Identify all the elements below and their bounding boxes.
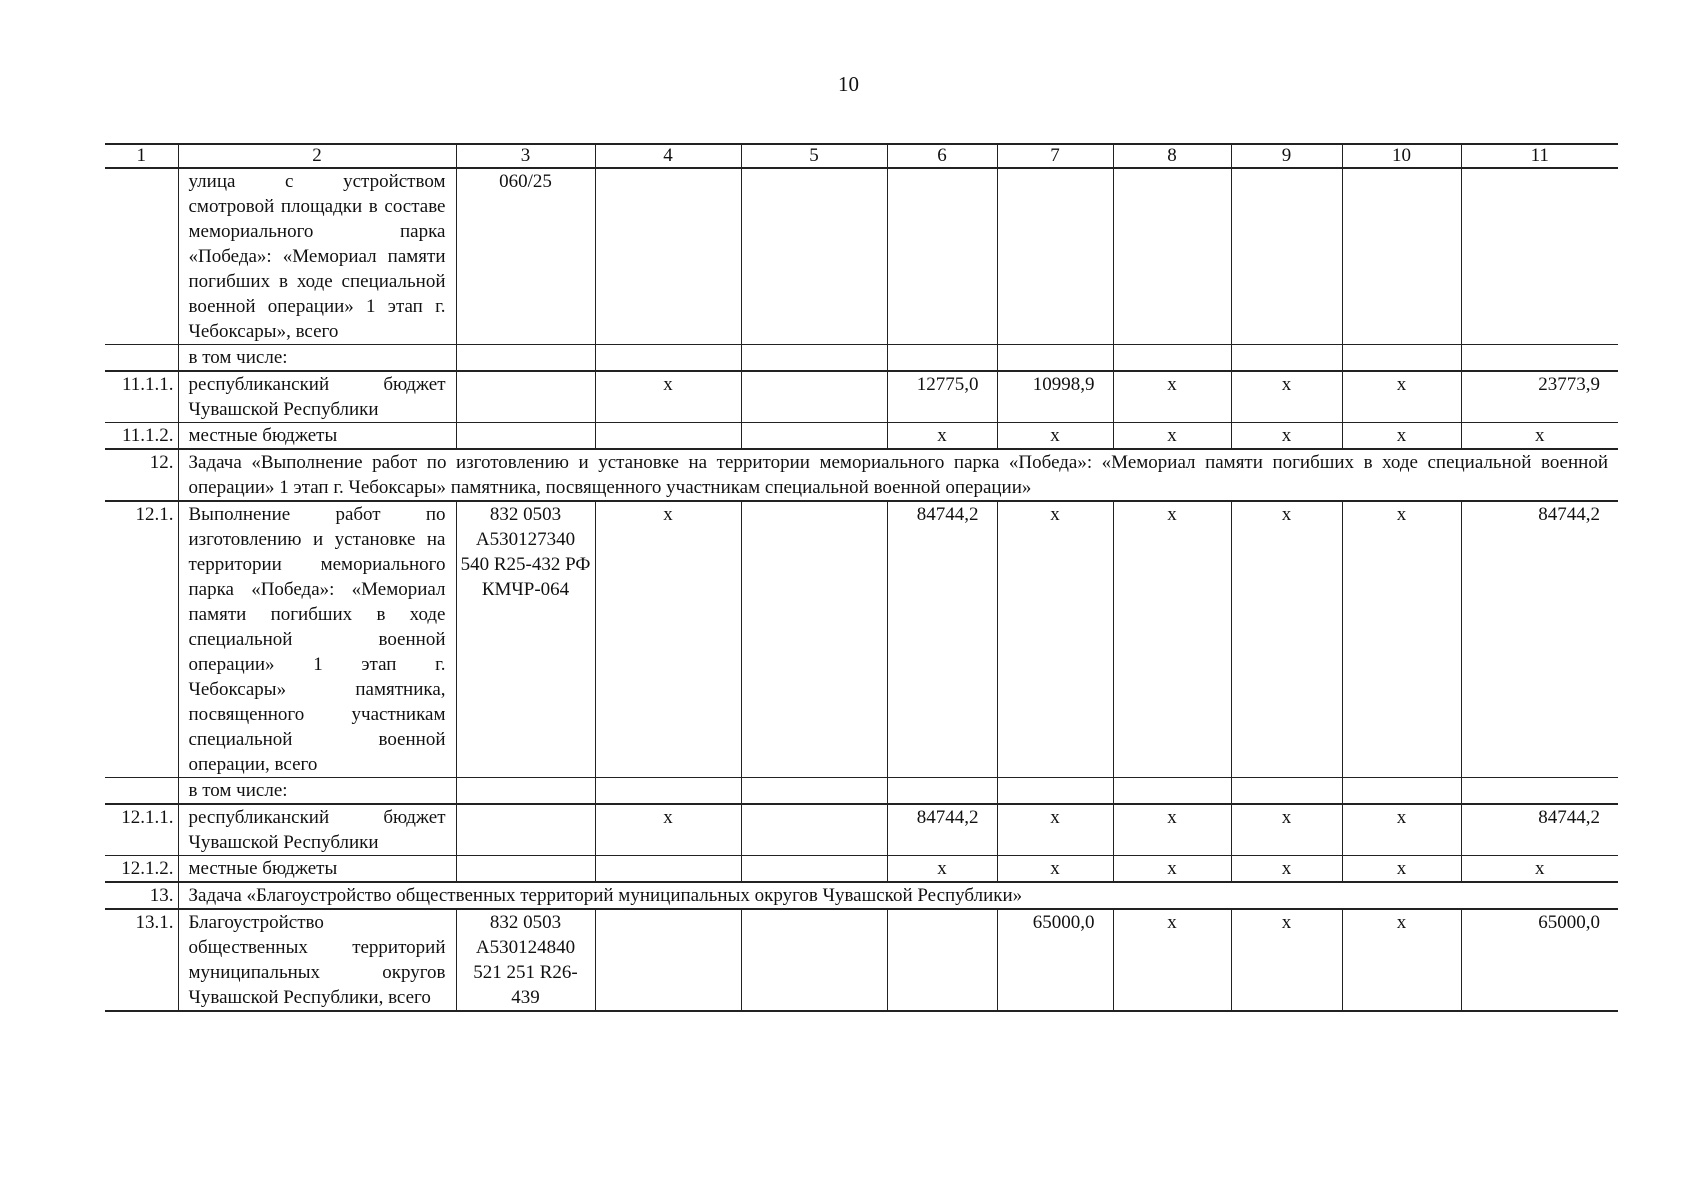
row-description: Благоустройство общественных территорий муниципальных округов Чувашской Республики, всего [178,909,456,1011]
value-cell-col5 [741,909,887,1011]
column-header: 3 [456,144,595,168]
value-cell-col7: 10998,9 [997,371,1113,423]
value-cell-col6 [887,909,997,1011]
value-cell-col8 [1113,778,1231,805]
column-header: 8 [1113,144,1231,168]
value-cell-col4 [595,856,741,883]
value-cell-col11: x [1461,423,1618,450]
value-cell-col6: 12775,0 [887,371,997,423]
value-cell-col4 [595,168,741,345]
value-cell-col10: x [1342,423,1461,450]
budget-code [456,804,595,856]
value-cell-col6 [887,168,997,345]
value-cell-col9 [1231,345,1342,372]
value-cell-col11 [1461,168,1618,345]
value-cell-col7: 65000,0 [997,909,1113,1011]
column-header: 10 [1342,144,1461,168]
value-cell-col4: x [595,501,741,778]
value-cell-col8: x [1113,804,1231,856]
value-cell-col4 [595,778,741,805]
value-cell-col8: x [1113,909,1231,1011]
value-cell-col10: x [1342,501,1461,778]
value-cell-col9: x [1231,804,1342,856]
value-cell-col8: x [1113,856,1231,883]
value-cell-col5 [741,423,887,450]
table-row [105,168,1618,345]
row-number [105,168,178,345]
value-cell-col6 [887,345,997,372]
table-row [105,371,1618,423]
row-number: 12. [105,449,178,501]
value-cell-col7 [997,345,1113,372]
row-description: местные бюджеты [178,423,456,450]
column-header: 11 [1461,144,1618,168]
value-cell-col9: x [1231,371,1342,423]
value-cell-col9 [1231,168,1342,345]
budget-code: 832 0503 А530127340 540 R25-432 РФ КМЧР-064 [456,501,595,778]
row-description: улица с устройством смотровой площадки в составе мемориального парка «Победа»: «Мемориал памяти погибших в ходе специальной военной операции» 1 этап г. Чебоксары», всего [178,168,456,345]
value-cell-col8: x [1113,501,1231,778]
column-header: 9 [1231,144,1342,168]
value-cell-col9: x [1231,856,1342,883]
row-number: 12.1. [105,501,178,778]
row-number: 13.1. [105,909,178,1011]
value-cell-col7: x [997,856,1113,883]
value-cell-col6: x [887,856,997,883]
budget-code: 832 0503 А530124840 521 251 R26-439 [456,909,595,1011]
column-header: 1 [105,144,178,168]
row-description: республиканский бюджет Чувашской Республики [178,804,456,856]
column-header: 6 [887,144,997,168]
task-row [105,449,1618,501]
value-cell-col9: x [1231,501,1342,778]
value-cell-col5 [741,168,887,345]
row-number [105,345,178,372]
row-number: 13. [105,882,178,909]
value-cell-col10 [1342,168,1461,345]
value-cell-col10: x [1342,909,1461,1011]
value-cell-col5 [741,371,887,423]
value-cell-col9: x [1231,423,1342,450]
column-header: 7 [997,144,1113,168]
budget-code: 060/25 [456,168,595,345]
value-cell-col8 [1113,168,1231,345]
value-cell-col9 [1231,778,1342,805]
budget-code [456,371,595,423]
value-cell-col10: x [1342,371,1461,423]
row-number: 11.1.1. [105,371,178,423]
budget-table [105,143,1618,1012]
value-cell-col11: 84744,2 [1461,501,1618,778]
table-row [105,778,1618,805]
header-row [105,144,1618,168]
value-cell-col6 [887,778,997,805]
budget-code [456,778,595,805]
value-cell-col4 [595,423,741,450]
task-row [105,882,1618,909]
value-cell-col5 [741,778,887,805]
row-description: в том числе: [178,345,456,372]
value-cell-col4 [595,345,741,372]
value-cell-col6: 84744,2 [887,804,997,856]
value-cell-col10 [1342,345,1461,372]
column-header: 4 [595,144,741,168]
value-cell-col7 [997,168,1113,345]
value-cell-col7: x [997,423,1113,450]
value-cell-col11: x [1461,856,1618,883]
table-row [105,423,1618,450]
task-description: Задача «Выполнение работ по изготовлению и установке на территории мемориального парка «Победа»: «Мемориал памяти погибших в ходе специальной военной операции» 1 этап г. Чебоксары» памятника, посвященного участникам специальной военной операции» [178,449,1618,501]
value-cell-col10: x [1342,856,1461,883]
row-number: 12.1.1. [105,804,178,856]
value-cell-col6: 84744,2 [887,501,997,778]
table-row [105,856,1618,883]
value-cell-col10: x [1342,804,1461,856]
table-row [105,501,1618,778]
row-description: республиканский бюджет Чувашской Республики [178,371,456,423]
column-header: 2 [178,144,456,168]
row-number: 12.1.2. [105,856,178,883]
row-description: Выполнение работ по изготовлению и установке на территории мемориального парка «Победа»: «Мемориал памяти погибших в ходе специальной военной операции» 1 этап г. Чебоксары» памятника, посвященного участникам специальной военной операции, всего [178,501,456,778]
value-cell-col11: 84744,2 [1461,804,1618,856]
value-cell-col5 [741,856,887,883]
value-cell-col8: x [1113,423,1231,450]
table-row [105,909,1618,1011]
value-cell-col7 [997,778,1113,805]
task-description: Задача «Благоустройство общественных территорий муниципальных округов Чувашской Республики» [178,882,1618,909]
budget-code [456,345,595,372]
value-cell-col11: 65000,0 [1461,909,1618,1011]
row-description: местные бюджеты [178,856,456,883]
value-cell-col8 [1113,345,1231,372]
row-description: в том числе: [178,778,456,805]
table-row [105,804,1618,856]
budget-code [456,856,595,883]
value-cell-col7: x [997,501,1113,778]
value-cell-col11 [1461,778,1618,805]
value-cell-col5 [741,804,887,856]
page-number: 10 [838,72,859,96]
value-cell-col11: 23773,9 [1461,371,1618,423]
value-cell-col7: x [997,804,1113,856]
value-cell-col5 [741,501,887,778]
value-cell-col4: x [595,804,741,856]
table-row [105,345,1618,372]
value-cell-col8: x [1113,371,1231,423]
value-cell-col11 [1461,345,1618,372]
value-cell-col6: x [887,423,997,450]
column-header: 5 [741,144,887,168]
row-number: 11.1.2. [105,423,178,450]
value-cell-col5 [741,345,887,372]
budget-code [456,423,595,450]
row-number [105,778,178,805]
value-cell-col4: x [595,371,741,423]
value-cell-col4 [595,909,741,1011]
value-cell-col9: x [1231,909,1342,1011]
value-cell-col10 [1342,778,1461,805]
